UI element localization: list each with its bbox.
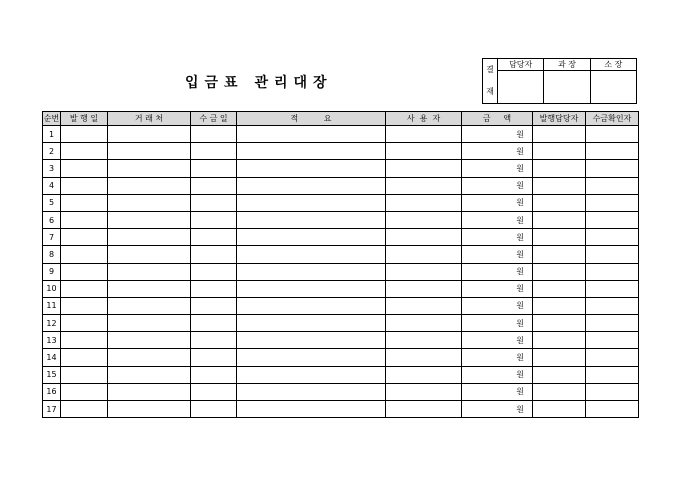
cell-description[interactable] [237, 349, 386, 366]
deposit-ledger-table [42, 111, 639, 418]
cell-description[interactable] [237, 211, 386, 228]
cell-issuer[interactable] [533, 263, 586, 280]
cell-collection-date[interactable] [191, 263, 237, 280]
cell-collection-check[interactable] [586, 143, 639, 160]
cell-client[interactable] [108, 297, 191, 314]
cell-amount[interactable]: 원 [462, 349, 533, 366]
cell-user[interactable] [386, 194, 462, 211]
cell-collection-check[interactable] [586, 126, 639, 143]
cell-amount[interactable]: 원 [462, 177, 533, 194]
cell-user[interactable] [386, 126, 462, 143]
cell-issue-date[interactable] [61, 315, 108, 332]
cell-issue-date[interactable] [61, 383, 108, 400]
cell-user[interactable] [386, 263, 462, 280]
cell-collection-check[interactable] [586, 349, 639, 366]
table-row [43, 349, 639, 366]
cell-collection-date[interactable] [191, 315, 237, 332]
cell-issuer[interactable] [533, 177, 586, 194]
cell-description[interactable] [237, 160, 386, 177]
cell-amount[interactable]: 원 [462, 315, 533, 332]
cell-amount[interactable]: 원 [462, 332, 533, 349]
cell-collection-date[interactable] [191, 177, 237, 194]
cell-user[interactable] [386, 280, 462, 297]
cell-issuer[interactable] [533, 366, 586, 383]
cell-number: 16 [43, 383, 61, 400]
cell-amount[interactable]: 원 [462, 194, 533, 211]
col-header-issue-date: 발 행 일 [61, 112, 108, 126]
cell-issue-date[interactable] [61, 211, 108, 228]
cell-issue-date[interactable] [61, 143, 108, 160]
cell-user[interactable] [386, 229, 462, 246]
cell-user[interactable] [386, 211, 462, 228]
cell-amount[interactable]: 원 [462, 401, 533, 418]
cell-amount[interactable]: 원 [462, 297, 533, 314]
cell-issuer[interactable] [533, 349, 586, 366]
cell-user[interactable] [386, 177, 462, 194]
cell-collection-check[interactable] [586, 401, 639, 418]
col-header-user: 사 용 자 [386, 112, 462, 126]
cell-issue-date[interactable] [61, 366, 108, 383]
cell-amount[interactable]: 원 [462, 229, 533, 246]
cell-issue-date[interactable] [61, 229, 108, 246]
cell-issuer[interactable] [533, 332, 586, 349]
table-row [43, 160, 639, 177]
cell-collection-check[interactable] [586, 366, 639, 383]
approval-side-top: 결 [486, 65, 494, 74]
cell-number: 5 [43, 194, 61, 211]
ledger-body [43, 126, 639, 418]
cell-client[interactable] [108, 211, 191, 228]
approval-header-staff: 담당자 [498, 59, 544, 71]
table-row [43, 143, 639, 160]
cell-number: 13 [43, 332, 61, 349]
cell-issue-date[interactable] [61, 246, 108, 263]
cell-number: 6 [43, 211, 61, 228]
ledger-header-row [43, 112, 639, 126]
cell-collection-date[interactable] [191, 383, 237, 400]
table-row [43, 280, 639, 297]
cell-number: 15 [43, 366, 61, 383]
table-row [43, 126, 639, 143]
cell-number: 8 [43, 246, 61, 263]
cell-client[interactable] [108, 177, 191, 194]
cell-issue-date[interactable] [61, 126, 108, 143]
cell-collection-check[interactable] [586, 160, 639, 177]
cell-collection-date[interactable] [191, 194, 237, 211]
cell-client[interactable] [108, 143, 191, 160]
approval-header-manager: 과 장 [544, 59, 590, 71]
cell-number: 3 [43, 160, 61, 177]
cell-description[interactable] [237, 143, 386, 160]
cell-user[interactable] [386, 160, 462, 177]
table-row [43, 315, 639, 332]
cell-user[interactable] [386, 332, 462, 349]
cell-client[interactable] [108, 126, 191, 143]
cell-user[interactable] [386, 143, 462, 160]
cell-issuer[interactable] [533, 315, 586, 332]
cell-description[interactable] [237, 177, 386, 194]
cell-description[interactable] [237, 194, 386, 211]
cell-collection-check[interactable] [586, 177, 639, 194]
cell-collection-check[interactable] [586, 263, 639, 280]
cell-issuer[interactable] [533, 211, 586, 228]
table-row [43, 366, 639, 383]
cell-description[interactable] [237, 297, 386, 314]
cell-user[interactable] [386, 246, 462, 263]
table-row [43, 246, 639, 263]
cell-user[interactable] [386, 315, 462, 332]
table-row [43, 383, 639, 400]
cell-issuer[interactable] [533, 246, 586, 263]
cell-description[interactable] [237, 280, 386, 297]
cell-collection-check[interactable] [586, 246, 639, 263]
table-row [43, 194, 639, 211]
cell-number: 7 [43, 229, 61, 246]
col-header-client: 거 래 처 [108, 112, 191, 126]
cell-collection-date[interactable] [191, 211, 237, 228]
cell-description[interactable] [237, 332, 386, 349]
cell-collection-date[interactable] [191, 229, 237, 246]
cell-number: 17 [43, 401, 61, 418]
cell-collection-check[interactable] [586, 332, 639, 349]
col-header-number: 순번 [43, 112, 61, 126]
cell-collection-check[interactable] [586, 229, 639, 246]
col-header-collection-date: 수 금 일 [191, 112, 237, 126]
cell-collection-date[interactable] [191, 126, 237, 143]
cell-collection-date[interactable] [191, 297, 237, 314]
approval-header-director: 소 장 [590, 59, 636, 71]
cell-collection-date[interactable] [191, 143, 237, 160]
cell-description[interactable] [237, 383, 386, 400]
table-row [43, 211, 639, 228]
cell-collection-check[interactable] [586, 280, 639, 297]
cell-amount[interactable]: 원 [462, 366, 533, 383]
cell-client[interactable] [108, 263, 191, 280]
cell-number: 1 [43, 126, 61, 143]
cell-description[interactable] [237, 126, 386, 143]
cell-amount[interactable]: 원 [462, 383, 533, 400]
cell-description[interactable] [237, 246, 386, 263]
cell-description[interactable] [237, 366, 386, 383]
cell-collection-date[interactable] [191, 332, 237, 349]
cell-number: 10 [43, 280, 61, 297]
cell-user[interactable] [386, 349, 462, 366]
table-row [43, 229, 639, 246]
cell-user[interactable] [386, 383, 462, 400]
cell-client[interactable] [108, 246, 191, 263]
cell-description[interactable] [237, 315, 386, 332]
cell-issue-date[interactable] [61, 332, 108, 349]
col-header-description: 적 요 [237, 112, 386, 126]
cell-user[interactable] [386, 401, 462, 418]
cell-issue-date[interactable] [61, 349, 108, 366]
cell-number: 14 [43, 349, 61, 366]
cell-client[interactable] [108, 315, 191, 332]
cell-client[interactable] [108, 383, 191, 400]
cell-number: 2 [43, 143, 61, 160]
cell-amount[interactable]: 원 [462, 263, 533, 280]
col-header-amount: 금 액 [462, 112, 533, 126]
cell-issuer[interactable] [533, 126, 586, 143]
cell-collection-date[interactable] [191, 160, 237, 177]
cell-client[interactable] [108, 401, 191, 418]
cell-collection-check[interactable] [586, 297, 639, 314]
table-row [43, 263, 639, 280]
cell-user[interactable] [386, 366, 462, 383]
cell-description[interactable] [237, 263, 386, 280]
table-row [43, 401, 639, 418]
cell-collection-check[interactable] [586, 211, 639, 228]
cell-amount[interactable]: 원 [462, 160, 533, 177]
cell-client[interactable] [108, 194, 191, 211]
cell-issuer[interactable] [533, 401, 586, 418]
cell-amount[interactable]: 원 [462, 246, 533, 263]
table-row [43, 297, 639, 314]
cell-issuer[interactable] [533, 229, 586, 246]
col-header-issuer: 발행담당자 [533, 112, 586, 126]
cell-number: 11 [43, 297, 61, 314]
cell-issue-date[interactable] [61, 297, 108, 314]
cell-issuer[interactable] [533, 160, 586, 177]
approval-box [482, 58, 637, 104]
cell-issuer[interactable] [533, 383, 586, 400]
cell-description[interactable] [237, 229, 386, 246]
cell-client[interactable] [108, 349, 191, 366]
cell-issue-date[interactable] [61, 401, 108, 418]
cell-client[interactable] [108, 280, 191, 297]
page-title: 입금표 관리대장 [185, 75, 333, 91]
table-row [43, 177, 639, 194]
cell-user[interactable] [386, 297, 462, 314]
cell-description[interactable] [237, 401, 386, 418]
cell-client[interactable] [108, 160, 191, 177]
cell-number: 12 [43, 315, 61, 332]
approval-side-bottom: 재 [486, 87, 494, 96]
cell-issuer[interactable] [533, 143, 586, 160]
cell-issue-date[interactable] [61, 177, 108, 194]
approval-sign-manager[interactable] [544, 71, 590, 104]
cell-client[interactable] [108, 366, 191, 383]
cell-collection-date[interactable] [191, 246, 237, 263]
cell-issue-date[interactable] [61, 263, 108, 280]
cell-issue-date[interactable] [61, 280, 108, 297]
cell-issue-date[interactable] [61, 194, 108, 211]
cell-amount[interactable]: 원 [462, 126, 533, 143]
cell-issuer[interactable] [533, 280, 586, 297]
cell-collection-date[interactable] [191, 280, 237, 297]
cell-collection-date[interactable] [191, 366, 237, 383]
cell-collection-check[interactable] [586, 194, 639, 211]
cell-collection-date[interactable] [191, 401, 237, 418]
cell-issuer[interactable] [533, 297, 586, 314]
cell-issuer[interactable] [533, 194, 586, 211]
col-header-collection-check: 수금확인자 [586, 112, 639, 126]
cell-amount[interactable]: 원 [462, 211, 533, 228]
cell-number: 9 [43, 263, 61, 280]
table-row [43, 332, 639, 349]
cell-collection-date[interactable] [191, 349, 237, 366]
cell-collection-check[interactable] [586, 315, 639, 332]
cell-amount[interactable]: 원 [462, 280, 533, 297]
cell-client[interactable] [108, 229, 191, 246]
cell-amount[interactable]: 원 [462, 143, 533, 160]
cell-issue-date[interactable] [61, 160, 108, 177]
approval-sign-director[interactable] [590, 71, 636, 104]
cell-number: 4 [43, 177, 61, 194]
cell-collection-check[interactable] [586, 383, 639, 400]
cell-client[interactable] [108, 332, 191, 349]
approval-sign-staff[interactable] [498, 71, 544, 104]
approval-side-label [483, 59, 498, 104]
